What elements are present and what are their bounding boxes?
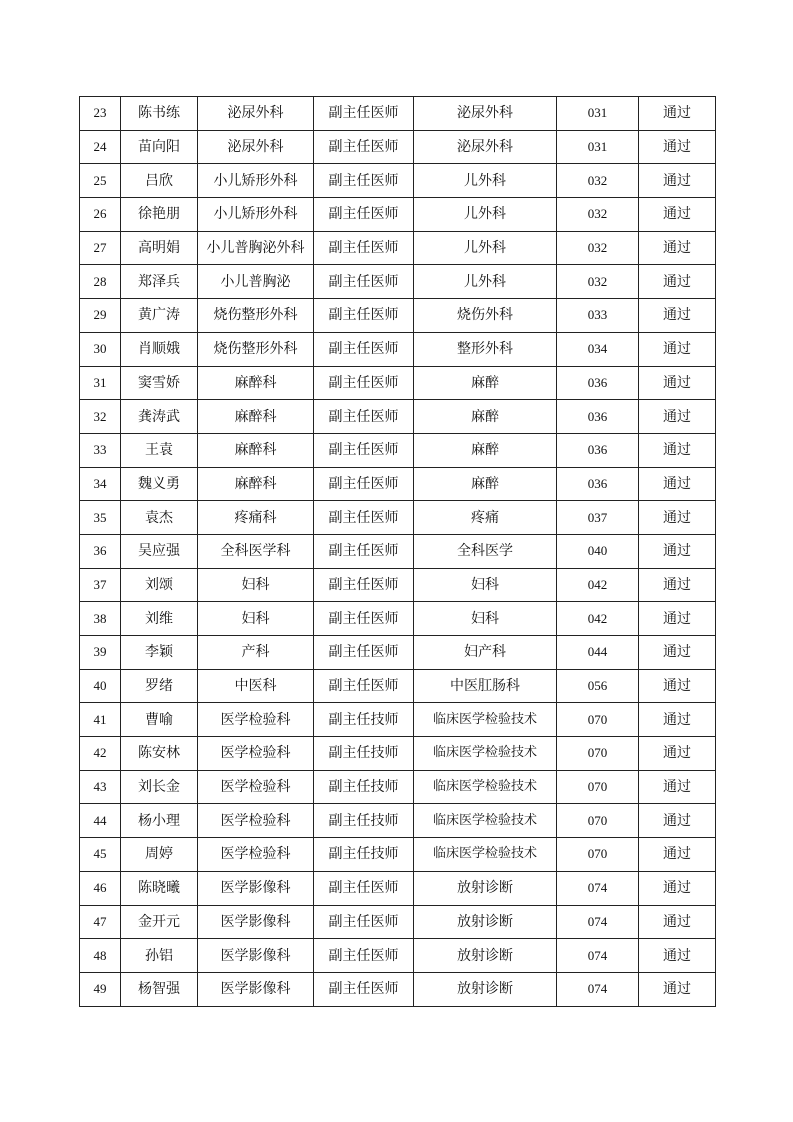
specialty-cell: 麻醉	[414, 400, 557, 434]
department-cell: 小儿普胸泌	[198, 265, 314, 299]
row-number-cell: 42	[80, 737, 121, 771]
specialty-cell: 整形外科	[414, 332, 557, 366]
review-result-cell: 通过	[639, 501, 716, 535]
department-cell: 全科医学科	[198, 534, 314, 568]
person-name-cell: 曹喻	[121, 703, 198, 737]
specialty-cell: 儿外科	[414, 198, 557, 232]
review-result-cell: 通过	[639, 467, 716, 501]
review-result-cell: 通过	[639, 636, 716, 670]
person-name-cell: 李颖	[121, 636, 198, 670]
department-cell: 医学检验科	[198, 737, 314, 771]
specialty-cell: 临床医学检验技术	[414, 838, 557, 872]
table-row	[80, 939, 716, 973]
department-cell: 麻醉科	[198, 366, 314, 400]
department-cell: 烧伤整形外科	[198, 299, 314, 333]
table-row	[80, 332, 716, 366]
professional-title-cell: 副主任技师	[314, 838, 414, 872]
person-name-cell: 王袁	[121, 433, 198, 467]
professional-title-cell: 副主任医师	[314, 534, 414, 568]
professional-title-cell: 副主任医师	[314, 400, 414, 434]
specialty-cell: 临床医学检验技术	[414, 737, 557, 771]
row-number-cell: 36	[80, 534, 121, 568]
specialty-code-cell: 070	[557, 770, 639, 804]
person-name-cell: 龚涛武	[121, 400, 198, 434]
table-row	[80, 130, 716, 164]
professional-title-cell: 副主任医师	[314, 602, 414, 636]
review-result-cell: 通过	[639, 231, 716, 265]
row-number-cell: 27	[80, 231, 121, 265]
specialty-cell: 儿外科	[414, 164, 557, 198]
specialty-cell: 泌尿外科	[414, 97, 557, 131]
row-number-cell: 48	[80, 939, 121, 973]
person-name-cell: 金开元	[121, 905, 198, 939]
roster-body	[80, 97, 716, 1007]
row-number-cell: 35	[80, 501, 121, 535]
professional-title-cell: 副主任技师	[314, 737, 414, 771]
specialty-cell: 麻醉	[414, 467, 557, 501]
table-row	[80, 501, 716, 535]
person-name-cell: 陈书练	[121, 97, 198, 131]
professional-title-cell: 副主任医师	[314, 568, 414, 602]
specialty-code-cell: 036	[557, 467, 639, 501]
review-result-cell: 通过	[639, 130, 716, 164]
professional-title-cell: 副主任技师	[314, 770, 414, 804]
department-cell: 妇科	[198, 568, 314, 602]
row-number-cell: 47	[80, 905, 121, 939]
department-cell: 医学影像科	[198, 905, 314, 939]
roster-table	[79, 96, 716, 1007]
specialty-code-cell: 036	[557, 433, 639, 467]
table-row	[80, 299, 716, 333]
professional-title-cell: 副主任医师	[314, 939, 414, 973]
row-number-cell: 40	[80, 669, 121, 703]
specialty-cell: 全科医学	[414, 534, 557, 568]
row-number-cell: 43	[80, 770, 121, 804]
table-row	[80, 636, 716, 670]
professional-title-cell: 副主任医师	[314, 299, 414, 333]
person-name-cell: 孙铝	[121, 939, 198, 973]
review-result-cell: 通过	[639, 534, 716, 568]
specialty-code-cell: 034	[557, 332, 639, 366]
specialty-code-cell: 070	[557, 737, 639, 771]
professional-title-cell: 副主任技师	[314, 804, 414, 838]
row-number-cell: 33	[80, 433, 121, 467]
row-number-cell: 49	[80, 972, 121, 1006]
table-row	[80, 972, 716, 1006]
department-cell: 泌尿外科	[198, 130, 314, 164]
professional-title-cell: 副主任医师	[314, 871, 414, 905]
department-cell: 小儿普胸泌外科	[198, 231, 314, 265]
person-name-cell: 陈安林	[121, 737, 198, 771]
row-number-cell: 28	[80, 265, 121, 299]
department-cell: 医学检验科	[198, 770, 314, 804]
table-row	[80, 231, 716, 265]
person-name-cell: 刘颂	[121, 568, 198, 602]
review-result-cell: 通过	[639, 198, 716, 232]
professional-title-cell: 副主任医师	[314, 198, 414, 232]
specialty-code-cell: 036	[557, 400, 639, 434]
review-result-cell: 通过	[639, 804, 716, 838]
person-name-cell: 吴应强	[121, 534, 198, 568]
department-cell: 烧伤整形外科	[198, 332, 314, 366]
review-result-cell: 通过	[639, 568, 716, 602]
review-result-cell: 通过	[639, 838, 716, 872]
specialty-cell: 中医肛肠科	[414, 669, 557, 703]
specialty-cell: 儿外科	[414, 231, 557, 265]
specialty-cell: 临床医学检验技术	[414, 804, 557, 838]
specialty-code-cell: 074	[557, 972, 639, 1006]
professional-title-cell: 副主任医师	[314, 130, 414, 164]
specialty-code-cell: 032	[557, 164, 639, 198]
review-result-cell: 通过	[639, 669, 716, 703]
department-cell: 医学检验科	[198, 703, 314, 737]
review-result-cell: 通过	[639, 972, 716, 1006]
professional-title-cell: 副主任医师	[314, 164, 414, 198]
table-row	[80, 400, 716, 434]
specialty-cell: 疼痛	[414, 501, 557, 535]
specialty-cell: 临床医学检验技术	[414, 770, 557, 804]
specialty-code-cell: 031	[557, 97, 639, 131]
review-result-cell: 通过	[639, 737, 716, 771]
row-number-cell: 44	[80, 804, 121, 838]
person-name-cell: 肖顺娥	[121, 332, 198, 366]
specialty-code-cell: 056	[557, 669, 639, 703]
department-cell: 医学影像科	[198, 972, 314, 1006]
person-name-cell: 刘长金	[121, 770, 198, 804]
department-cell: 小儿矫形外科	[198, 164, 314, 198]
review-result-cell: 通过	[639, 770, 716, 804]
person-name-cell: 魏义勇	[121, 467, 198, 501]
specialty-code-cell: 036	[557, 366, 639, 400]
specialty-code-cell: 042	[557, 568, 639, 602]
table-row	[80, 366, 716, 400]
professional-title-cell: 副主任医师	[314, 972, 414, 1006]
table-row	[80, 871, 716, 905]
professional-title-cell: 副主任医师	[314, 332, 414, 366]
review-result-cell: 通过	[639, 164, 716, 198]
row-number-cell: 34	[80, 467, 121, 501]
professional-title-cell: 副主任医师	[314, 636, 414, 670]
person-name-cell: 徐艳朋	[121, 198, 198, 232]
specialty-code-cell: 033	[557, 299, 639, 333]
row-number-cell: 29	[80, 299, 121, 333]
review-result-cell: 通过	[639, 97, 716, 131]
professional-title-cell: 副主任医师	[314, 231, 414, 265]
professional-title-cell: 副主任医师	[314, 97, 414, 131]
person-name-cell: 郑泽兵	[121, 265, 198, 299]
specialty-cell: 麻醉	[414, 433, 557, 467]
specialty-cell: 放射诊断	[414, 905, 557, 939]
person-name-cell: 陈晓曦	[121, 871, 198, 905]
specialty-code-cell: 074	[557, 905, 639, 939]
specialty-code-cell: 074	[557, 939, 639, 973]
table-row	[80, 568, 716, 602]
person-name-cell: 刘维	[121, 602, 198, 636]
table-row	[80, 467, 716, 501]
row-number-cell: 26	[80, 198, 121, 232]
review-result-cell: 通过	[639, 366, 716, 400]
table-row	[80, 804, 716, 838]
department-cell: 泌尿外科	[198, 97, 314, 131]
department-cell: 疼痛科	[198, 501, 314, 535]
specialty-code-cell: 032	[557, 265, 639, 299]
row-number-cell: 25	[80, 164, 121, 198]
department-cell: 医学检验科	[198, 838, 314, 872]
review-result-cell: 通过	[639, 871, 716, 905]
specialty-cell: 放射诊断	[414, 939, 557, 973]
review-result-cell: 通过	[639, 332, 716, 366]
specialty-code-cell: 070	[557, 703, 639, 737]
person-name-cell: 黄广涛	[121, 299, 198, 333]
department-cell: 麻醉科	[198, 467, 314, 501]
table-row	[80, 737, 716, 771]
department-cell: 小儿矫形外科	[198, 198, 314, 232]
row-number-cell: 37	[80, 568, 121, 602]
table-row	[80, 198, 716, 232]
professional-title-cell: 副主任医师	[314, 265, 414, 299]
specialty-cell: 妇科	[414, 568, 557, 602]
review-result-cell: 通过	[639, 602, 716, 636]
table-row	[80, 602, 716, 636]
person-name-cell: 周婷	[121, 838, 198, 872]
specialty-code-cell: 031	[557, 130, 639, 164]
row-number-cell: 30	[80, 332, 121, 366]
person-name-cell: 袁杰	[121, 501, 198, 535]
table-row	[80, 703, 716, 737]
specialty-code-cell: 074	[557, 871, 639, 905]
specialty-cell: 泌尿外科	[414, 130, 557, 164]
professional-title-cell: 副主任医师	[314, 366, 414, 400]
specialty-cell: 放射诊断	[414, 871, 557, 905]
department-cell: 麻醉科	[198, 400, 314, 434]
specialty-cell: 临床医学检验技术	[414, 703, 557, 737]
person-name-cell: 吕欣	[121, 164, 198, 198]
specialty-cell: 麻醉	[414, 366, 557, 400]
department-cell: 医学检验科	[198, 804, 314, 838]
row-number-cell: 24	[80, 130, 121, 164]
department-cell: 麻醉科	[198, 433, 314, 467]
specialty-code-cell: 044	[557, 636, 639, 670]
professional-title-cell: 副主任医师	[314, 501, 414, 535]
specialty-code-cell: 070	[557, 838, 639, 872]
specialty-code-cell: 037	[557, 501, 639, 535]
professional-title-cell: 副主任医师	[314, 905, 414, 939]
table-row	[80, 265, 716, 299]
specialty-code-cell: 032	[557, 231, 639, 265]
professional-title-cell: 副主任技师	[314, 703, 414, 737]
row-number-cell: 45	[80, 838, 121, 872]
table-row	[80, 905, 716, 939]
specialty-code-cell: 070	[557, 804, 639, 838]
row-number-cell: 23	[80, 97, 121, 131]
review-result-cell: 通过	[639, 433, 716, 467]
review-result-cell: 通过	[639, 299, 716, 333]
professional-title-cell: 副主任医师	[314, 433, 414, 467]
specialty-code-cell: 042	[557, 602, 639, 636]
review-result-cell: 通过	[639, 265, 716, 299]
professional-title-cell: 副主任医师	[314, 669, 414, 703]
department-cell: 医学影像科	[198, 871, 314, 905]
specialty-cell: 儿外科	[414, 265, 557, 299]
specialty-cell: 烧伤外科	[414, 299, 557, 333]
row-number-cell: 39	[80, 636, 121, 670]
review-result-cell: 通过	[639, 905, 716, 939]
row-number-cell: 31	[80, 366, 121, 400]
person-name-cell: 苗向阳	[121, 130, 198, 164]
professional-title-cell: 副主任医师	[314, 467, 414, 501]
review-result-cell: 通过	[639, 400, 716, 434]
person-name-cell: 杨智强	[121, 972, 198, 1006]
row-number-cell: 38	[80, 602, 121, 636]
specialty-cell: 放射诊断	[414, 972, 557, 1006]
table-row	[80, 838, 716, 872]
table-row	[80, 770, 716, 804]
row-number-cell: 41	[80, 703, 121, 737]
department-cell: 产科	[198, 636, 314, 670]
row-number-cell: 46	[80, 871, 121, 905]
specialty-code-cell: 040	[557, 534, 639, 568]
table-row	[80, 97, 716, 131]
department-cell: 中医科	[198, 669, 314, 703]
review-result-cell: 通过	[639, 939, 716, 973]
review-result-cell: 通过	[639, 703, 716, 737]
row-number-cell: 32	[80, 400, 121, 434]
table-row	[80, 164, 716, 198]
table-row	[80, 534, 716, 568]
person-name-cell: 高明娟	[121, 231, 198, 265]
department-cell: 医学影像科	[198, 939, 314, 973]
specialty-cell: 妇科	[414, 602, 557, 636]
specialty-code-cell: 032	[557, 198, 639, 232]
person-name-cell: 杨小理	[121, 804, 198, 838]
department-cell: 妇科	[198, 602, 314, 636]
specialty-cell: 妇产科	[414, 636, 557, 670]
table-row	[80, 669, 716, 703]
person-name-cell: 罗绪	[121, 669, 198, 703]
person-name-cell: 窦雪娇	[121, 366, 198, 400]
table-row	[80, 433, 716, 467]
